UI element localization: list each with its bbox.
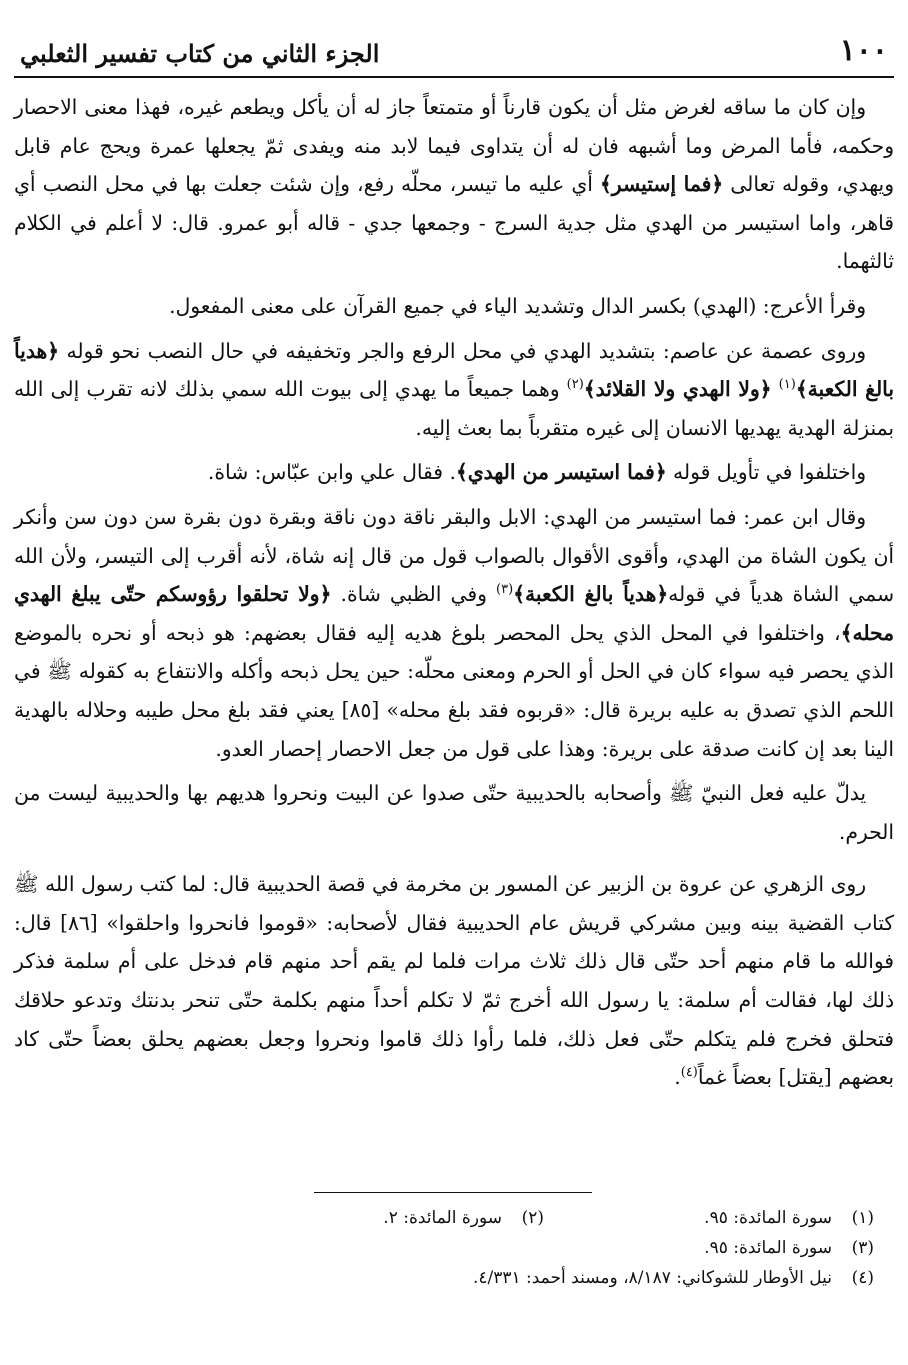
footnote (473, 1263, 874, 1293)
running-title: الجزء الثاني من كتاب تفسير الثعلبي (20, 39, 380, 68)
paragraph: وروى عصمة عن عاصم: بتشديد الهدي في محل الرفع والجر وتخفيفه في حال النصب نحو قوله ﴿هدياً بالغ الكعبة﴾$^{(١)}$ ﴿ولا الهدي ولا القلائد﴾$^{(٢)}$ وهما جميعاً ما يهدي إلى بيوت الله سمي بذلك لانه تقرب إلى الله بمنزلة الهدية يهديها الانسان إلى غيره متقرباً بما بعث إليه. (14, 338, 894, 440)
paragraph: وقال ابن عمر: فما استيسر من الهدي: الابل والبقر ناقة دون ناقة وبقرة دون بقرة سن دون سن وأنكر أن يكون الشاة من الهدي، وأقوى الأقوال بالصواب قول من قال إنه شاة، لأنه أقرب إلى التيسر، ولأن الله سمي الشاة هدياً في قوله﴿هدياً بالغ الكعبة﴾$^{(٣)}$ وفي الظبي شاة. ﴿ولا تحلقوا رؤوسكم حتّى يبلغ الهدي محله﴾، واختلفوا في المحل الذي يحل المحصر بلوغ هديه إليه فقال بعضهم: هو ذبحه أو نحره بالموضع الذي يحصر فيه سواء كان في الحل أو الحرم ومعنى محلّه: حين يحل ذبحه وأكله والانتفاع به كقوله ﷺ في اللحم الذي تصدق به عليه بريرة قال: «قربوه فقد بلغ محله» [٨٥] يعني فقد بلغ محل طيبه وحلاله بالهدية الينا بعد إن كانت صدقة على بريرة: وهذا على قول من جعل الاحصار إحصار العدو. (14, 504, 894, 761)
footnote-ref: (٢) (566, 377, 584, 393)
footnote-text: سورة المائدة: ٢. (383, 1208, 502, 1228)
footnote-divider (314, 1192, 592, 1193)
footnote-ref: (١) (778, 377, 796, 393)
quran-quote: ﴿ولا تحلقوا رؤوسكم حتّى يبلغ الهدي محله﴾ (14, 582, 894, 645)
footnote-text: سورة المائدة: ٩٥. (704, 1208, 832, 1228)
footnote-text: سورة المائدة: ٩٥. (704, 1238, 832, 1258)
footnote (544, 1203, 874, 1233)
footnote-row (14, 1263, 874, 1293)
paragraph: روى الزهري عن عروة بن الزبير عن المسور بن مخرمة في قصة الحديبية قال: لما كتب رسول الله ﷺ كتاب القضية بينه وبين مشركي قريش عام الحديبية فقال لأصحابه: «قوموا فانحروا واحلقوا» [٨٦] قال: فوالله ما قام منهم أحد حتّى قال ذلك ثلاث مرات فلما لم يقم أحد منهم قام فدخل على أم سلمة فذكر ذلك لها، فقالت أم سلمة: يا رسول الله أخرج ثمّ لا تكلم أحداً منهم بكلمة حتّى تنحر بدنتك وتدعو حلاقك فتحلق فخرج فلم يتكلم حتّى فعل ذلك، فلما رأوا ذلك قاموا ونحروا وجعل بعضهم يحلق بعضاً حتّى كاد بعضهم [يقتل] بعضاً غماً$^{(٤)}$. (14, 872, 894, 1090)
quran-quote: ﴿فما إستيسر﴾ (599, 172, 724, 197)
page-number: ١٠٠ (839, 33, 888, 68)
footnote-ref: (٤) (680, 1065, 698, 1081)
paragraph: واختلفوا في تأويل قوله ﴿فما استيسر من الهدي﴾. فقال علي وابن عبّاس: شاة. (207, 460, 866, 485)
quran-quote: ﴿فما استيسر من الهدي﴾ (455, 460, 667, 485)
main-text (14, 88, 894, 1103)
footnote-number: (٤) (851, 1268, 874, 1288)
paragraph: وإن كان ما ساقه لغرض مثل أن يكون قارناً أو متمتعاً جاز له أن يأكل ويطعم غيره، فهذا معنى الاحصار وحكمه، فأما المرض وما أشبهه فان له أن يتداوى فيما لابد منه ويفدى ثمّ يجعلها عمرة ويحج عام قابل ويهدي، وقوله تعالى ﴿فما إستيسر﴾ أي عليه ما تيسر، محلّه رفع، وإن شئت جعلت بها في محل النصب أي قاهر، واما استيسر من الهدي مثل جدية السرج - وجمعها جدي - قاله أبو عمرو. قال: لا أعلم في الكلام ثالثهما. (14, 95, 894, 274)
footnote-row (14, 1233, 874, 1263)
footnote-number: (٣) (851, 1238, 874, 1258)
footnote (214, 1203, 544, 1233)
footnote (544, 1233, 874, 1263)
quran-quote: ﴿ولا الهدي ولا القلائد﴾ (583, 377, 772, 402)
footnote-ref: (٣) (496, 582, 514, 598)
footnotes (14, 1203, 874, 1293)
paragraph: يدلّ عليه فعل النبيّ ﷺ وأصحابه بالحديبية حتّى صدوا عن البيت ونحروا هديهم بها والحديبية ليست من الحرم. (14, 781, 894, 844)
footnote-text: نيل الأوطار للشوكاني: ٨/١٨٧، ومسند أحمد: ٤/٣٣١. (472, 1268, 832, 1288)
footnote-number: (٢) (521, 1208, 544, 1228)
footnote-number: (١) (851, 1208, 874, 1228)
footnote-row (14, 1203, 874, 1233)
quran-quote: ﴿هدياً بالغ الكعبة﴾ (513, 582, 669, 607)
paragraph: وقرأ الأعرج: (الهدي) بكسر الدال وتشديد الياء في جميع القرآن على معنى المفعول. (169, 293, 866, 318)
quran-quote: ﴿هدياً بالغ الكعبة﴾ (14, 338, 894, 402)
page-header (14, 22, 894, 78)
